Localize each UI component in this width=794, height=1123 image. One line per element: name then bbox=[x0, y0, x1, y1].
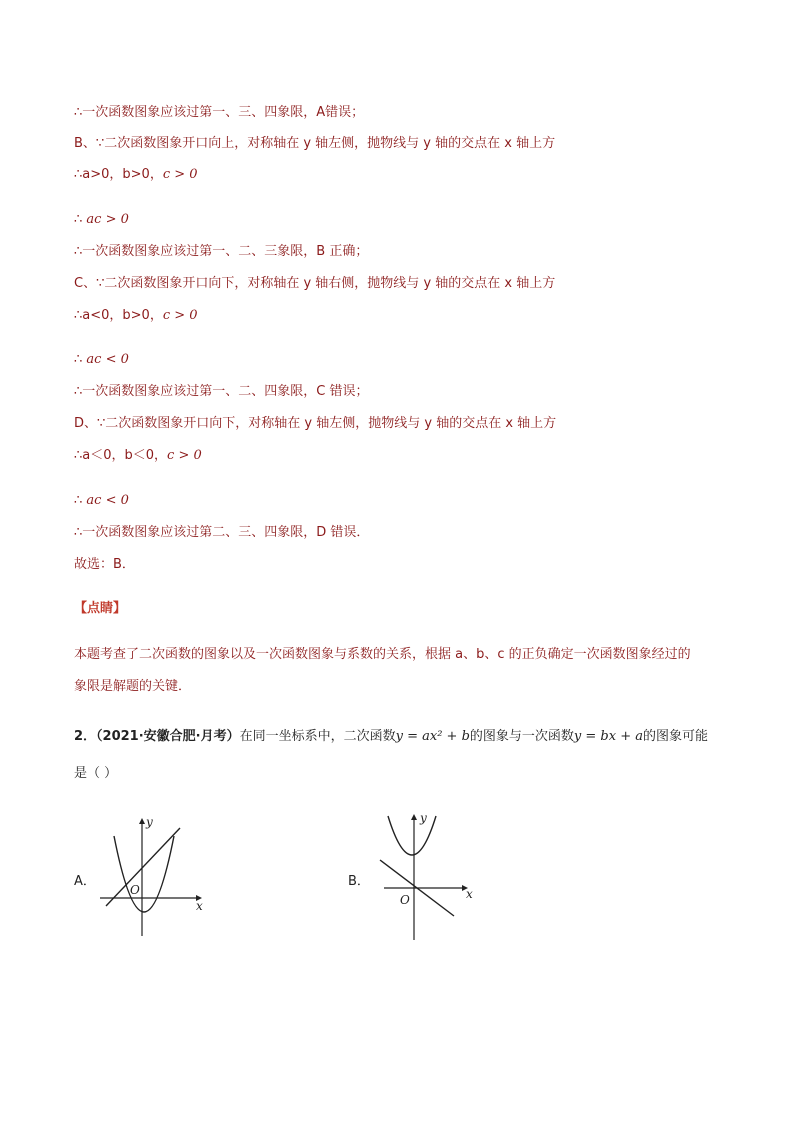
question-formula-1: y = ax² + b bbox=[395, 729, 470, 744]
question-formula-2: y = bx + a bbox=[573, 729, 643, 744]
signs-math: c > 0 bbox=[167, 448, 202, 463]
option-b-label: B． bbox=[348, 874, 370, 889]
line-graph bbox=[106, 828, 180, 906]
y-axis-label: y bbox=[420, 811, 427, 825]
parabola bbox=[388, 816, 436, 855]
solution-line-b-signs bbox=[74, 166, 198, 184]
solution-line-b-reason: B、∵二次函数图象开口向上，对称轴在 y 轴左侧，抛物线与 y 轴的交点在 x 轴上方 bbox=[74, 136, 556, 151]
solution-line-a-conclusion: ∴一次函数图象应该过第一、三、四象限，A错误； bbox=[74, 105, 365, 120]
solution-line-d-conclusion: ∴一次函数图象应该过第二、三、四象限，D 错误． bbox=[74, 525, 370, 540]
question-line-2: 是（ ） bbox=[74, 766, 118, 781]
solution-line-c-reason: C、∵二次函数图象开口向下，对称轴在 y 轴右侧，抛物线与 y 轴的交点在 x 轴上方 bbox=[74, 276, 556, 291]
signs-text: ∴a>0，b>0， bbox=[74, 167, 163, 182]
question-number: 2． bbox=[74, 729, 97, 744]
question-text-c: 的图象可能 bbox=[642, 729, 708, 744]
solution-line-d-reason: D、∵二次函数图象开口向下，对称轴在 y 轴左侧，抛物线与 y 轴的交点在 x 轴上方 bbox=[74, 416, 557, 431]
product-math: ac < 0 bbox=[86, 493, 129, 508]
solution-line-d-product bbox=[74, 492, 129, 510]
y-axis-arrow bbox=[139, 818, 145, 824]
note-line-1: 本题考查了二次函数的图象以及一次函数图象与系数的关系，根据 a、b、c 的正负确定一次函数图象经过的 bbox=[74, 647, 691, 662]
solution-line-b-product bbox=[74, 211, 129, 229]
y-axis-arrow bbox=[411, 814, 417, 820]
product-math: ac > 0 bbox=[86, 212, 129, 227]
product-math: ac < 0 bbox=[86, 352, 129, 367]
option-a-graph bbox=[100, 814, 210, 940]
note-title: 【点睛】 bbox=[74, 601, 127, 616]
solution-line-c-signs bbox=[74, 307, 198, 325]
option-a-label: A． bbox=[74, 874, 96, 889]
origin-label: O bbox=[130, 883, 140, 897]
origin-label: O bbox=[400, 893, 410, 907]
therefore-text: ∴ bbox=[74, 493, 87, 508]
therefore-text: ∴ bbox=[74, 352, 87, 367]
solution-line-c-product bbox=[74, 351, 129, 369]
x-axis-label: x bbox=[466, 887, 473, 901]
question-text-a: 在同一坐标系中，二次函数 bbox=[239, 729, 396, 744]
note-line-2: 象限是解题的关键． bbox=[74, 679, 192, 694]
answer-line: 故选：B． bbox=[74, 557, 135, 572]
solution-line-c-conclusion: ∴一次函数图象应该过第一、二、四象限，C 错误； bbox=[74, 384, 369, 399]
signs-text: ∴a<0，b>0， bbox=[74, 308, 163, 323]
parabola bbox=[114, 836, 174, 912]
solution-line-b-conclusion: ∴一次函数图象应该过第一、二、三象限，B 正确； bbox=[74, 244, 369, 259]
option-b-graph bbox=[376, 808, 486, 944]
question-line-1 bbox=[74, 728, 708, 746]
x-axis-label: x bbox=[196, 899, 203, 913]
therefore-text: ∴ bbox=[74, 212, 87, 227]
signs-text: ∴a＜0，b＜0， bbox=[74, 448, 168, 463]
y-axis-label: y bbox=[146, 815, 153, 829]
question-text-b: 的图象与一次函数 bbox=[469, 729, 574, 744]
signs-math: c > 0 bbox=[162, 308, 198, 323]
signs-math: c > 0 bbox=[162, 167, 198, 182]
solution-line-d-signs bbox=[74, 447, 202, 465]
question-source: （2021·安徽合肥·月考） bbox=[96, 729, 240, 744]
